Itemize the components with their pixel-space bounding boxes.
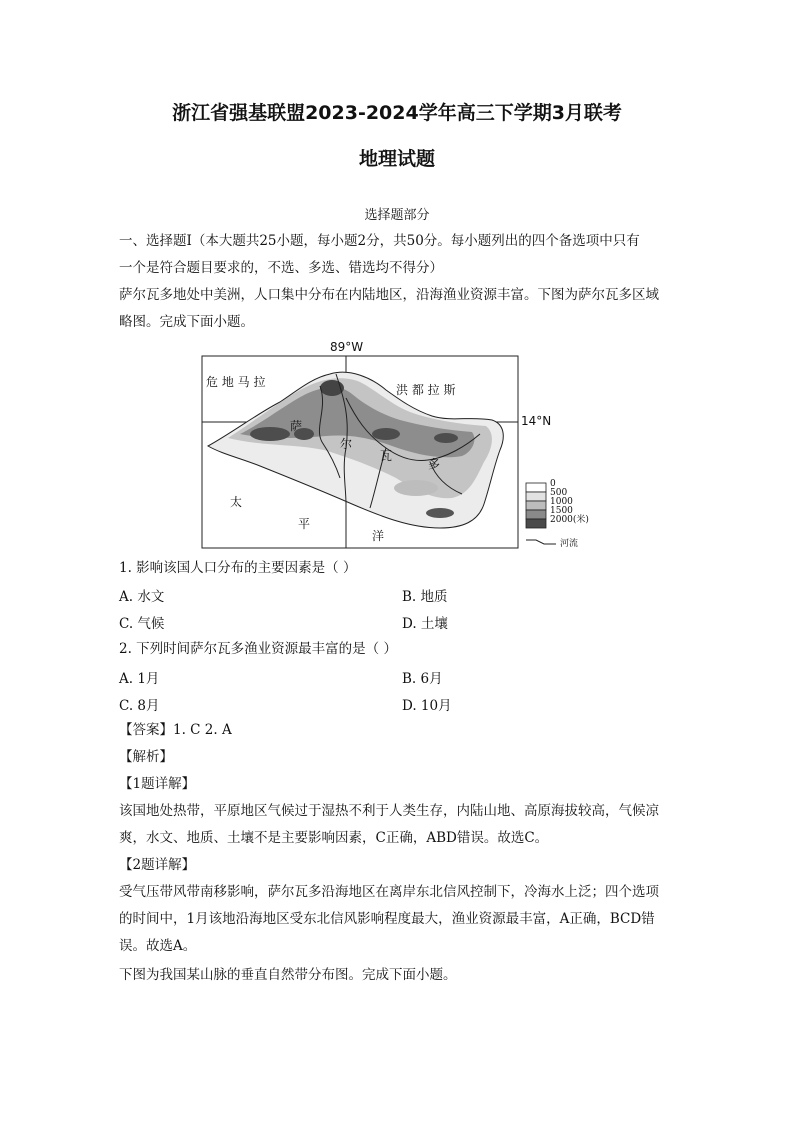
elevation-2000-b: [250, 427, 290, 441]
intro-line-1: 一、选择题Ⅰ（本大题共25小题，每小题2分，共50分。每小题列出的四个备选项中只有: [119, 233, 640, 249]
legend-label-500: 500: [550, 488, 568, 498]
q1-option-c: C. 气候: [119, 616, 165, 632]
detail1-line-2: 爽，水文、地质、土壤不是主要影响因素，C正确，ABD错误。故选C。: [119, 830, 549, 846]
q2-option-a: A. 1月: [119, 671, 160, 687]
elevation-2000-f: [426, 508, 454, 518]
label-country-char-4: 多: [428, 457, 441, 471]
label-country-char-2: 尔: [340, 437, 353, 451]
document-subtitle: 地理试题: [358, 148, 435, 170]
label-country-char-3: 瓦: [380, 449, 393, 463]
detail2-line-2: 的时间中，1月该地沿海地区受东北信风影响程度最大，渔业资源最丰富，A正确，BCD错: [119, 911, 655, 927]
section-title: 选择题部分: [364, 208, 430, 223]
q2-stem: 2. 下列时间萨尔瓦多渔业资源最丰富的是（ ）: [119, 641, 397, 657]
legend-label-1000: 1000: [550, 497, 573, 507]
q1-option-d: D. 土壤: [402, 616, 448, 632]
elevation-2000-d: [372, 428, 400, 440]
elevation-2000-e: [434, 433, 458, 443]
q2-option-c: C. 8月: [119, 698, 160, 714]
longitude-label: 89°W: [330, 340, 364, 354]
label-ocean-char-1: 太: [230, 495, 243, 509]
intro-line-2: 一个是符合题目要求的，不选、多选、错选均不得分）: [119, 260, 443, 276]
q1-stem: 1. 影响该国人口分布的主要因素是（ ）: [119, 560, 357, 576]
label-country-char-1: 萨: [290, 419, 303, 433]
next-question-intro: 下图为我国某山脉的垂直自然带分布图。完成下面小题。: [119, 967, 457, 983]
legend-swatch-0: [526, 483, 546, 492]
analysis-heading: 【解析】: [119, 749, 173, 765]
passage-line-2: 略图。完成下面小题。: [119, 314, 254, 330]
label-ocean-char-2: 平: [298, 517, 311, 531]
q2-option-b: B. 6月: [402, 671, 443, 687]
legend-river-symbol: [526, 540, 556, 544]
q1-option-b: B. 地质: [402, 589, 448, 605]
label-honduras: 洪 都 拉 斯: [396, 383, 456, 397]
label-ocean-char-3: 洋: [372, 529, 385, 543]
detail1-heading: 【1题详解】: [119, 776, 196, 792]
detail1-line-1: 该国地处热带，平原地区气候过于湿热不利于人类生存，内陆山地、高原海拔较高，气候凉: [119, 803, 659, 819]
document-title: 浙江省强基联盟2023-2024学年高三下学期3月联考: [172, 102, 622, 124]
legend-swatch-1000: [526, 501, 546, 510]
detail2-heading: 【2题详解】: [119, 857, 196, 873]
legend-label-1500: 1500: [550, 506, 573, 516]
legend-label-0: 0: [550, 479, 556, 489]
legend-swatch-1500: [526, 510, 546, 519]
legend-swatch-2000: [526, 519, 546, 528]
passage-line-1: 萨尔瓦多地处中美洲，人口集中分布在内陆地区，沿海渔业资源丰富。下图为萨尔瓦多区域: [119, 287, 659, 303]
el-salvador-map: [200, 338, 600, 556]
q1-option-a: A. 水文: [119, 589, 165, 605]
map-legend: [526, 479, 589, 549]
label-guatemala: 危 地 马 拉: [206, 375, 266, 389]
q2-option-d: D. 10月: [402, 698, 452, 714]
detail2-line-3: 误。故选A。: [119, 938, 197, 954]
legend-swatch-500: [526, 492, 546, 501]
legend-label-2000: 2000(米): [550, 515, 589, 525]
latitude-label: 14°N: [521, 414, 552, 428]
answer-line: 【答案】1. C 2. A: [119, 722, 232, 738]
elevation-1000-patch: [394, 480, 438, 496]
legend-river-label: 河流: [560, 539, 579, 549]
detail2-line-1: 受气压带风带南移影响，萨尔瓦多沿海地区在离岸东北信风控制下，冷海水上泛；四个选项: [119, 884, 659, 900]
